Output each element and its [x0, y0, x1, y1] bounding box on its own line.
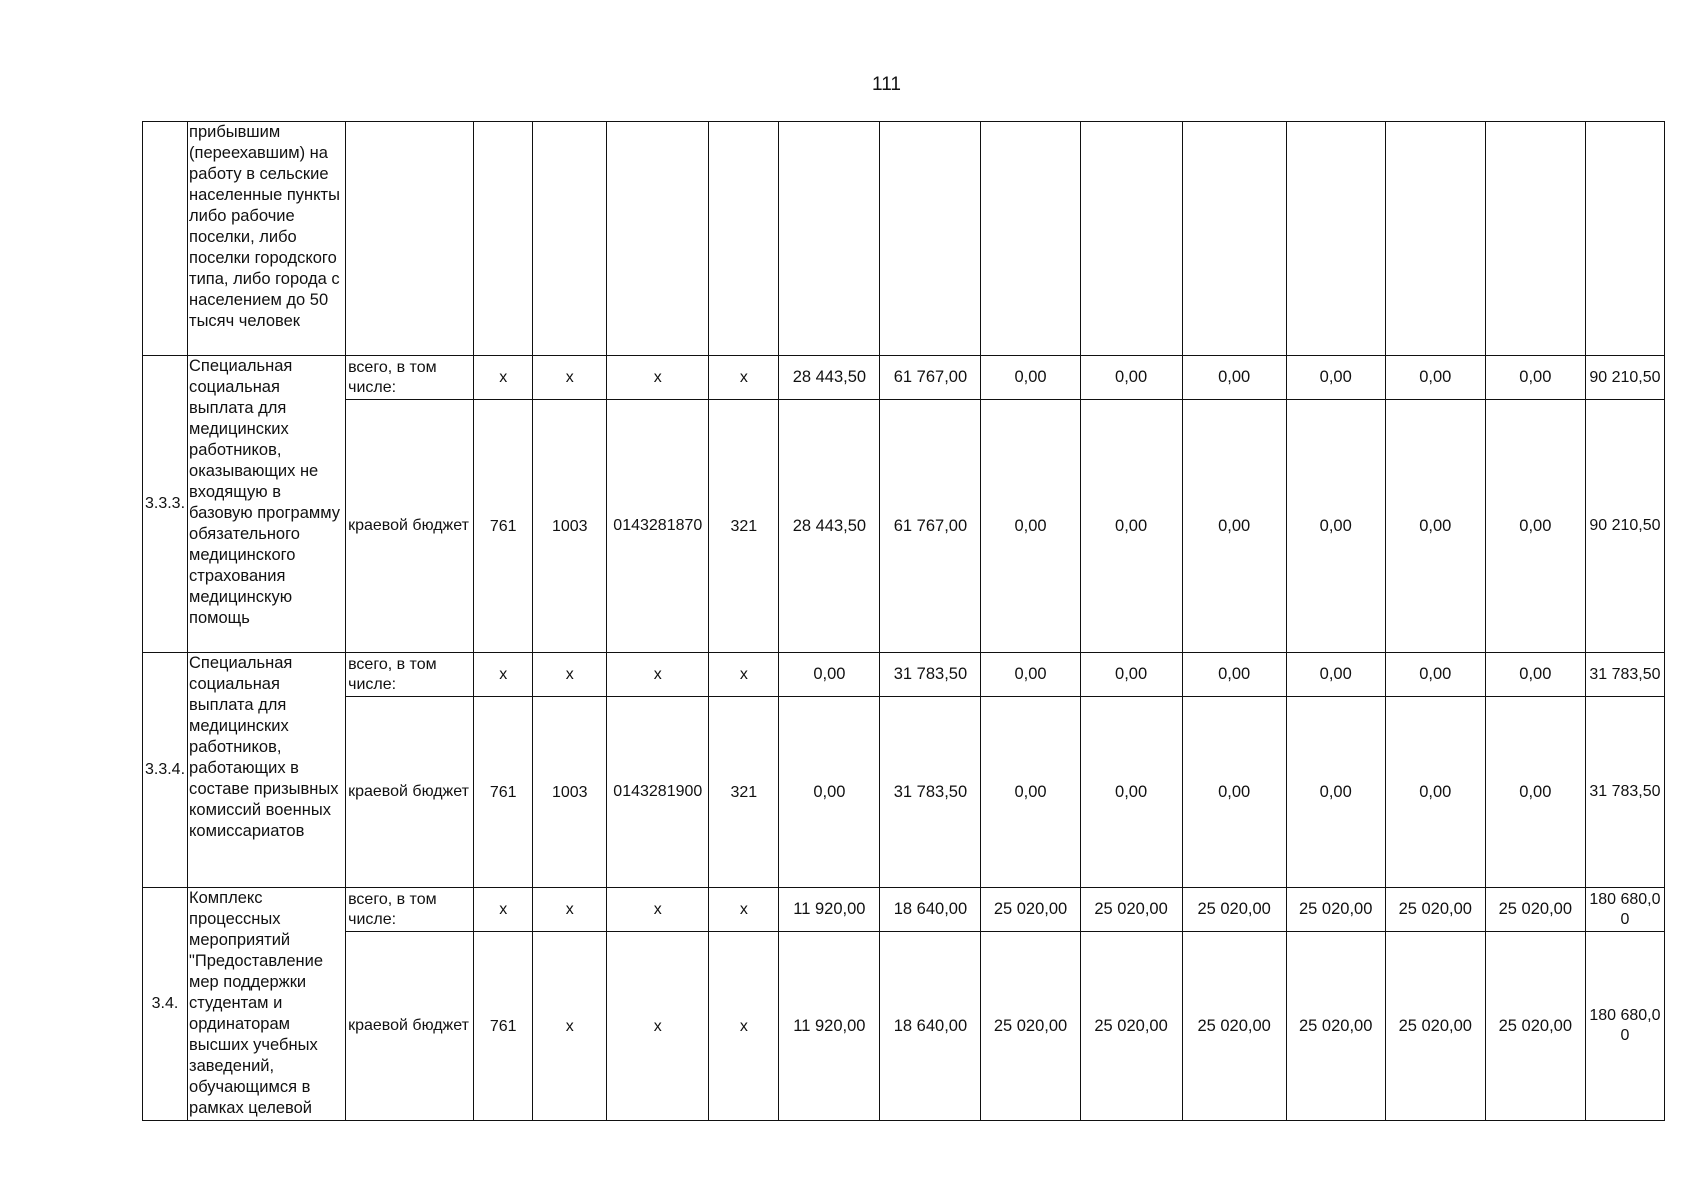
cell: 0,00: [981, 356, 1080, 400]
cell: 25 020,00: [981, 932, 1080, 1121]
cell: х: [533, 653, 607, 697]
cell: х: [709, 356, 779, 400]
cell: 25 020,00: [1286, 932, 1385, 1121]
measure-name-cell: Комплекс процессных мероприятий "Предоставление мер поддержки студентам и ординаторам высших учебных заведений, обучающимся в рамках целевой: [188, 888, 346, 1121]
cell: 0,00: [1080, 356, 1182, 400]
cell: 0,00: [1080, 653, 1182, 697]
cell: 761: [474, 697, 533, 888]
cell: х: [533, 356, 607, 400]
table-row: [143, 653, 1665, 697]
source-cell: краевой бюджет: [346, 697, 474, 888]
cell: х: [474, 356, 533, 400]
cell: 0,00: [1286, 400, 1385, 653]
table-row: [143, 400, 1665, 653]
cell: 28 443,50: [779, 400, 880, 653]
cell: х: [607, 356, 709, 400]
table-row: [143, 697, 1665, 888]
cell: 0,00: [981, 653, 1080, 697]
cell: 0,00: [1182, 400, 1286, 653]
cell: 25 020,00: [1385, 932, 1485, 1121]
cell: 0143281900: [607, 697, 709, 888]
cell: 18 640,00: [880, 932, 981, 1121]
cell: х: [607, 932, 709, 1121]
measure-name-cell: прибывшим (переехавшим) на работу в сельские населенные пункты либо рабочие поселки, либо поселки городского типа, либо города с населением до 50 тысяч человек: [188, 122, 346, 356]
row-index: 3.4.: [143, 888, 188, 1121]
source-cell: всего, в том числе:: [346, 356, 474, 400]
sum-cell: 31 783,50: [1585, 697, 1664, 888]
source-cell: краевой бюджет: [346, 400, 474, 653]
table-row-continuation: [143, 122, 1665, 356]
cell: 0,00: [1485, 400, 1585, 653]
cell: 0,00: [981, 400, 1080, 653]
cell: 0,00: [779, 653, 880, 697]
cell: 31 783,50: [880, 653, 981, 697]
cell: х: [474, 888, 533, 932]
cell: х: [607, 888, 709, 932]
cell: 25 020,00: [1182, 888, 1286, 932]
cell: 0,00: [1385, 653, 1485, 697]
cell: 0,00: [1286, 697, 1385, 888]
sum-cell: 180 680,00: [1585, 932, 1664, 1121]
index-cell: [143, 122, 188, 356]
cell: 18 640,00: [880, 888, 981, 932]
cell: х: [709, 653, 779, 697]
cell: 0,00: [1182, 653, 1286, 697]
cell: 0,00: [1485, 653, 1585, 697]
cell: 11 920,00: [779, 932, 880, 1121]
sum-cell: 90 210,50: [1585, 356, 1664, 400]
table-row: [143, 356, 1665, 400]
cell: 0,00: [1485, 697, 1585, 888]
cell: 11 920,00: [779, 888, 880, 932]
cell: 0,00: [1182, 356, 1286, 400]
cell: х: [709, 888, 779, 932]
table-row: [143, 888, 1665, 932]
table-row: [143, 932, 1665, 1121]
cell: 0,00: [981, 697, 1080, 888]
cell: 25 020,00: [1182, 932, 1286, 1121]
cell: 0,00: [1385, 400, 1485, 653]
cell: х: [607, 653, 709, 697]
cell: 321: [709, 697, 779, 888]
cell: 25 020,00: [1080, 932, 1182, 1121]
cell: 1003: [533, 400, 607, 653]
measure-name-cell: Специальная социальная выплата для медицинских работников, работающих в составе призывных комиссий военных комиссариатов: [188, 653, 346, 888]
cell: 25 020,00: [1485, 932, 1585, 1121]
cell: 0,00: [1385, 697, 1485, 888]
measure-name-cell: Специальная социальная выплата для медицинских работников, оказывающих не входящую в базовую программу обязательного медицинского страхования медицинскую помощь: [188, 356, 346, 653]
cell: 0,00: [1385, 356, 1485, 400]
cell: х: [533, 932, 607, 1121]
cell: 0,00: [1286, 356, 1385, 400]
cell: х: [533, 888, 607, 932]
cell: 0,00: [1080, 400, 1182, 653]
cell: 28 443,50: [779, 356, 880, 400]
source-cell: всего, в том числе:: [346, 653, 474, 697]
cell: 25 020,00: [1385, 888, 1485, 932]
cell: х: [709, 932, 779, 1121]
page-number: 111: [872, 74, 901, 95]
cell: 321: [709, 400, 779, 653]
source-cell: краевой бюджет: [346, 932, 474, 1121]
cell: 1003: [533, 697, 607, 888]
cell: 25 020,00: [1080, 888, 1182, 932]
cell: 0,00: [779, 697, 880, 888]
cell: 61 767,00: [880, 356, 981, 400]
cell: х: [474, 653, 533, 697]
cell: 25 020,00: [981, 888, 1080, 932]
cell: 25 020,00: [1286, 888, 1385, 932]
cell: 25 020,00: [1485, 888, 1585, 932]
cell: 761: [474, 400, 533, 653]
cell: 31 783,50: [880, 697, 981, 888]
funding-table: [142, 121, 1665, 1121]
cell: 61 767,00: [880, 400, 981, 653]
sum-cell: 180 680,00: [1585, 888, 1664, 932]
cell: 0,00: [1182, 697, 1286, 888]
sum-cell: 90 210,50: [1585, 400, 1664, 653]
row-index: 3.3.3.: [143, 356, 188, 653]
cell: 0143281870: [607, 400, 709, 653]
cell: 0,00: [1286, 653, 1385, 697]
cell: 0,00: [1080, 697, 1182, 888]
sum-cell: 31 783,50: [1585, 653, 1664, 697]
cell: 761: [474, 932, 533, 1121]
row-index: 3.3.4.: [143, 653, 188, 888]
cell: 0,00: [1485, 356, 1585, 400]
source-cell: всего, в том числе:: [346, 888, 474, 932]
